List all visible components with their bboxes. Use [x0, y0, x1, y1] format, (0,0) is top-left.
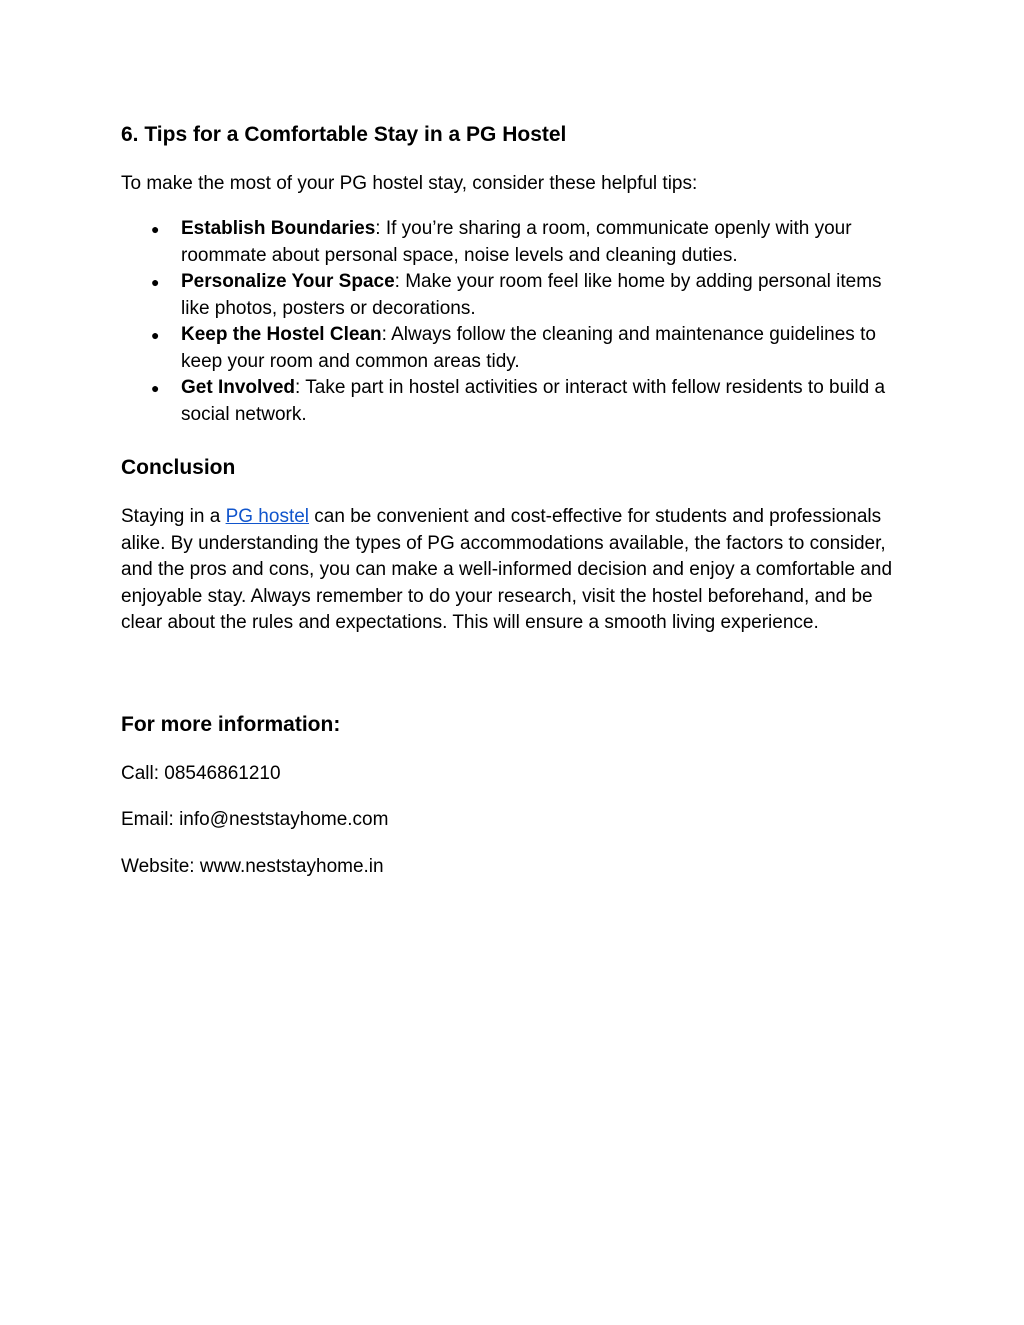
pg-hostel-link[interactable]: PG hostel [225, 506, 310, 527]
bullet-icon: ● [151, 274, 160, 290]
tip-text: : Make your room feel like home by adding personal items like photos, posters or decorations. [181, 271, 882, 319]
tip-text: : If you’re sharing a room, communicate openly with your roommate about personal space, noise levels and cleaning duties. [181, 218, 852, 266]
list-item [121, 322, 911, 375]
section-heading-more-info: For more information: [121, 713, 341, 736]
tip-title: Personalize Your Space [181, 271, 395, 292]
bullet-icon: ● [151, 327, 160, 343]
bullet-icon: ● [151, 380, 160, 396]
contact-call: Call: 08546861210 [121, 763, 281, 784]
conclusion-paragraph [121, 504, 911, 637]
tips-list [121, 216, 911, 428]
tip-title: Keep the Hostel Clean [181, 324, 382, 345]
tip-text: : Always follow the cleaning and maintenance guidelines to keep your room and common areas tidy. [181, 324, 876, 372]
tip-title: Establish Boundaries [181, 218, 376, 239]
list-item [121, 269, 911, 322]
tip-title: Get Involved [181, 377, 296, 398]
tip-text: : Take part in hostel activities or interact with fellow residents to build a social network. [181, 377, 886, 425]
conclusion-text-rest: can be convenient and cost-effective for students and professionals alike. By understanding the types of PG accommodations available, the factors to consider, and the pros and cons, you can make a well-informed decision and enjoy a comfortable and enjoyable stay. Always remember to do your research, visit the hostel beforehand, and be clear about the rules and expectations. This will ensure a smooth living experience. [121, 506, 893, 633]
contact-website: Website: www.neststayhome.in [121, 856, 384, 877]
section-heading-conclusion: Conclusion [121, 456, 236, 479]
tips-intro: To make the most of your PG hostel stay, consider these helpful tips: [121, 173, 698, 194]
list-item [121, 375, 911, 428]
contact-email: Email: info@neststayhome.com [121, 809, 389, 830]
list-item [121, 216, 911, 269]
section-heading-tips: 6. Tips for a Comfortable Stay in a PG Hostel [121, 123, 567, 146]
conclusion-text-start: Staying in a [121, 506, 226, 527]
bullet-icon: ● [151, 221, 160, 237]
